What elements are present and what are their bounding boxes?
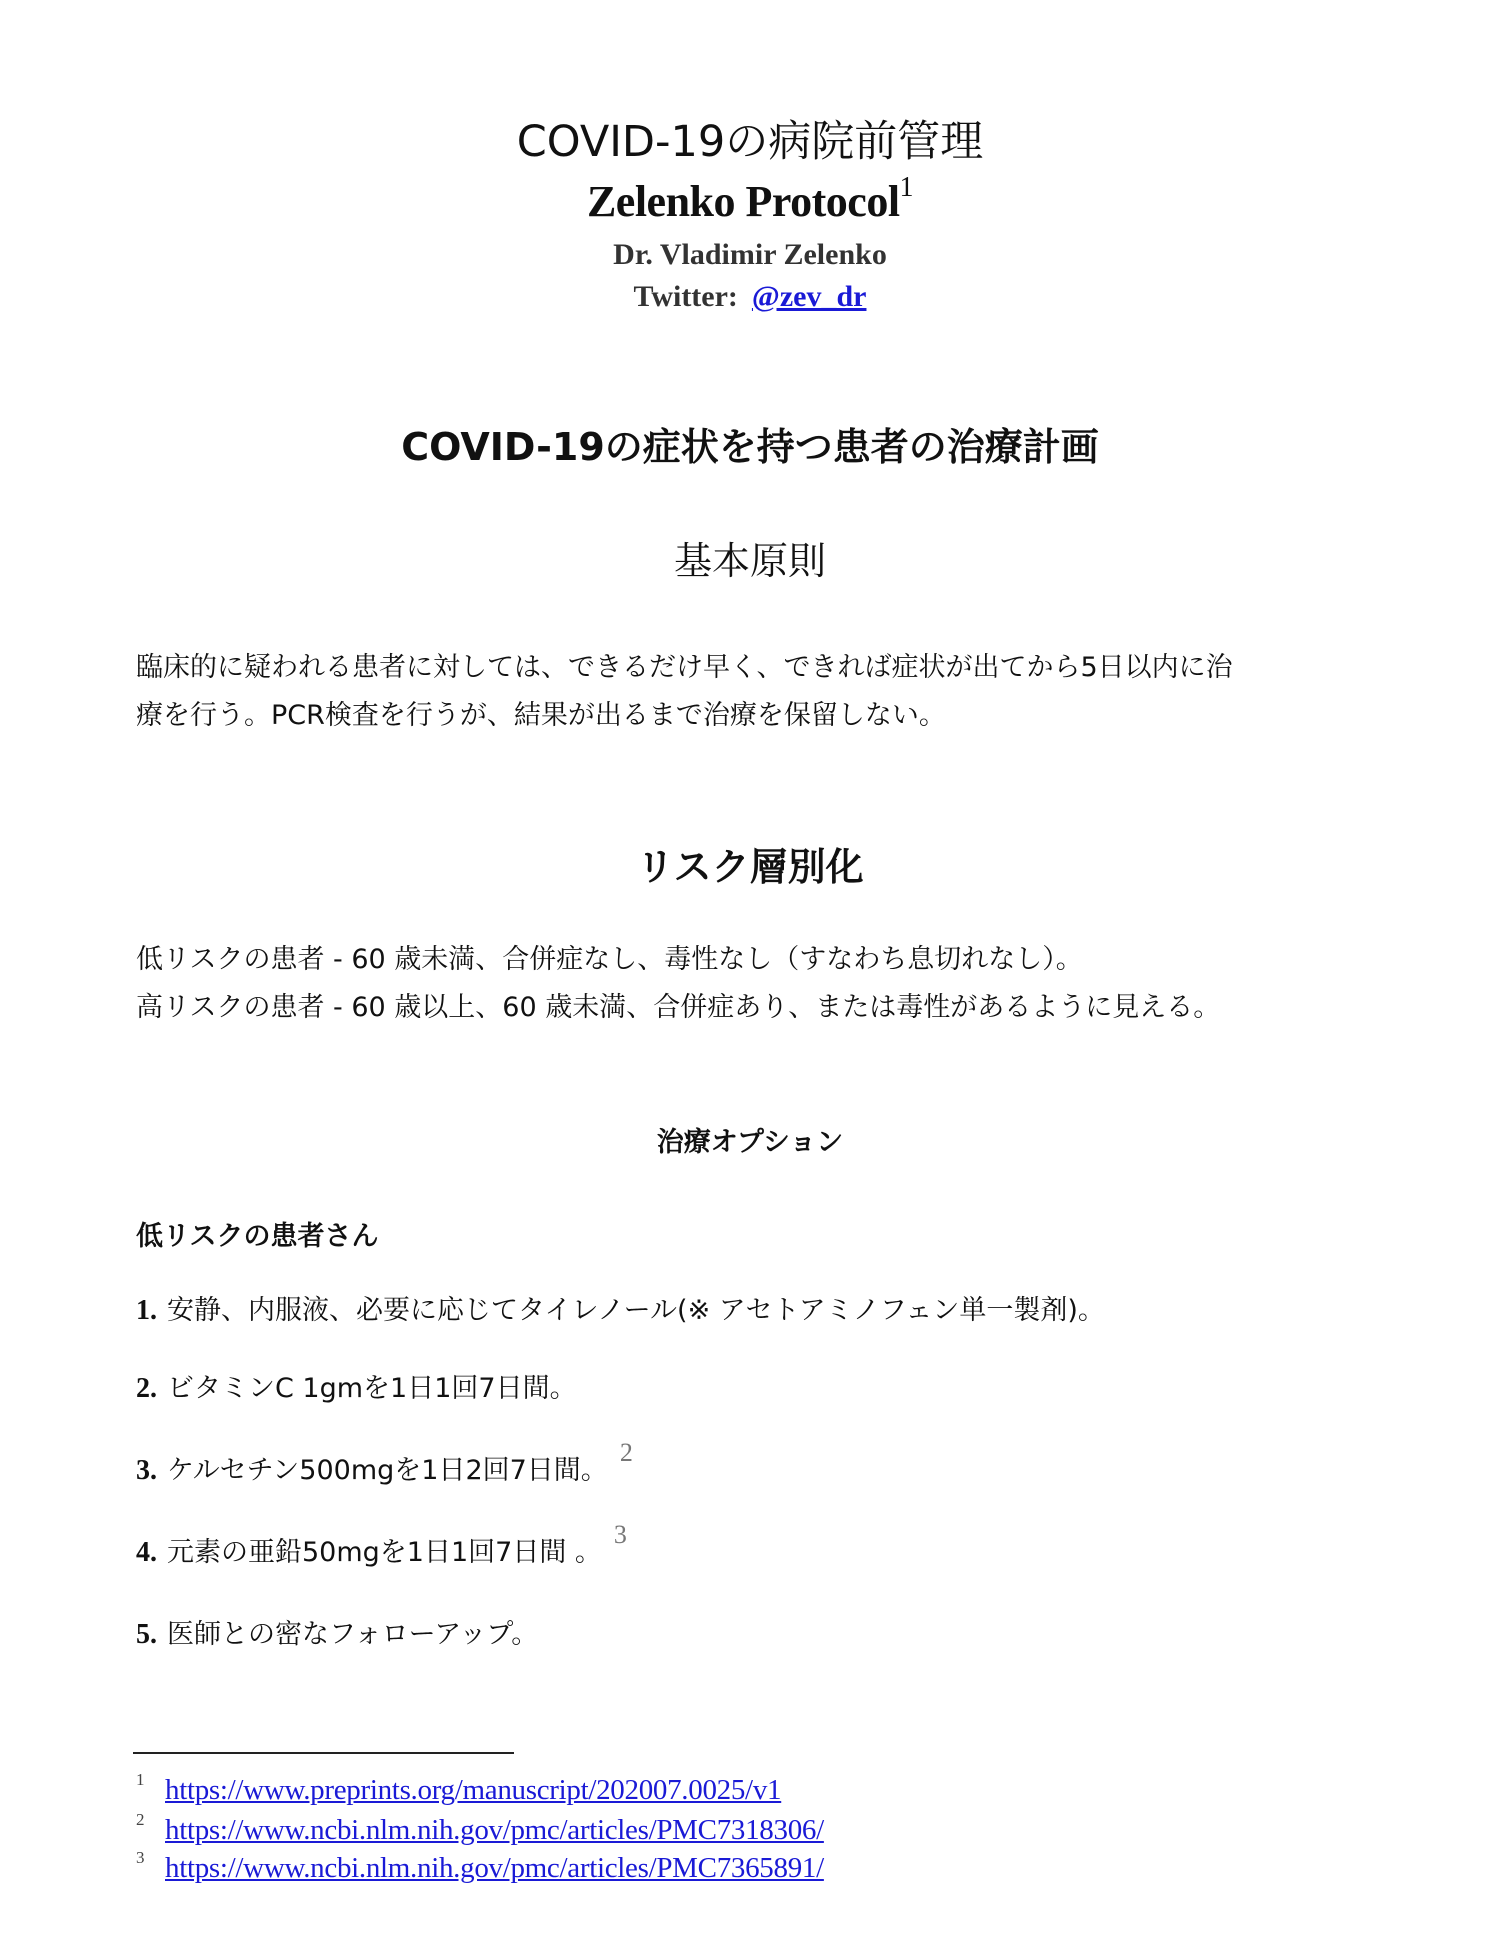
principles-paragraph-line-2: 療を行う。PCR検査を行うが、結果が出るまで治療を保留しない。 bbox=[136, 700, 946, 731]
footnote-link[interactable]: https://www.preprints.org/manuscript/202007.0025/v1 bbox=[165, 1774, 782, 1806]
low-risk-patients-heading: 低リスクの患者さん bbox=[136, 1221, 379, 1252]
list-item bbox=[136, 1520, 627, 1569]
list-item bbox=[136, 1366, 577, 1405]
list-item bbox=[136, 1288, 1105, 1327]
footnote-ref-1[interactable]: 1 bbox=[899, 172, 914, 203]
list-item bbox=[136, 1612, 538, 1651]
footnote-number: 3 bbox=[136, 1848, 145, 1867]
low-risk-definition: 低リスクの患者 - 60 歳未満、合併症なし、毒性なし（すなわち息切れなし）。 bbox=[136, 944, 1083, 975]
list-item-number: 3. bbox=[136, 1455, 157, 1486]
treatment-plan-heading: COVID-19の症状を持つ患者の治療計画 bbox=[401, 425, 1099, 469]
protocol-title-text: Zelenko Protocol bbox=[586, 177, 900, 226]
footnote-ref-3[interactable]: 3 bbox=[613, 1520, 627, 1549]
list-item-text: ケルセチン500mgを1日2回7日間。 bbox=[167, 1455, 608, 1486]
twitter-handle-link[interactable]: @zev_dr bbox=[751, 280, 867, 313]
list-item-number: 1. bbox=[136, 1295, 157, 1326]
list-item bbox=[136, 1438, 633, 1487]
footnote-ref-2[interactable]: 2 bbox=[619, 1438, 633, 1467]
twitter-line bbox=[0, 280, 1500, 314]
list-item-text: 元素の亜鉛50mgを1日1回7日間 。 bbox=[167, 1537, 602, 1568]
list-item-number: 2. bbox=[136, 1373, 157, 1404]
twitter-label: Twitter: bbox=[633, 280, 738, 313]
protocol-title bbox=[0, 172, 1500, 227]
risk-stratification-heading: リスク層別化 bbox=[636, 845, 864, 889]
list-item-text: 医師との密なフォローアップ。 bbox=[167, 1619, 539, 1650]
list-item-number: 4. bbox=[136, 1537, 157, 1568]
footnote-link[interactable]: https://www.ncbi.nlm.nih.gov/pmc/articles/PMC7365891/ bbox=[165, 1852, 824, 1884]
footnote-separator bbox=[133, 1752, 514, 1754]
list-item-number: 5. bbox=[136, 1619, 157, 1650]
footnote-number: 1 bbox=[136, 1770, 145, 1789]
author-name: Dr. Vladimir Zelenko bbox=[613, 238, 887, 271]
treatment-options-heading: 治療オプション bbox=[656, 1127, 844, 1158]
footnote-number: 2 bbox=[136, 1810, 145, 1829]
basic-principles-heading: 基本原則 bbox=[673, 539, 826, 583]
list-item-text: 安静、内服液、必要に応じてタイレノール(※ アセトアミノフェン単一製剤)。 bbox=[167, 1295, 1105, 1326]
list-item-text: ビタミンC 1gmを1日1回7日間。 bbox=[167, 1373, 577, 1404]
footnote-link[interactable]: https://www.ncbi.nlm.nih.gov/pmc/articles/PMC7318306/ bbox=[165, 1814, 824, 1846]
high-risk-definition: 高リスクの患者 - 60 歳以上、60 歳未満、合併症あり、または毒性があるように見える。 bbox=[136, 992, 1221, 1023]
footnote-2 bbox=[136, 1810, 824, 1847]
footnote-1 bbox=[136, 1770, 781, 1807]
principles-paragraph-line-1: 臨床的に疑われる患者に対しては、できるだけ早く、できれば症状が出てから5日以内に治 bbox=[136, 652, 1233, 683]
document-title: COVID-19の病院前管理 bbox=[516, 117, 984, 167]
footnote-3 bbox=[136, 1848, 824, 1885]
